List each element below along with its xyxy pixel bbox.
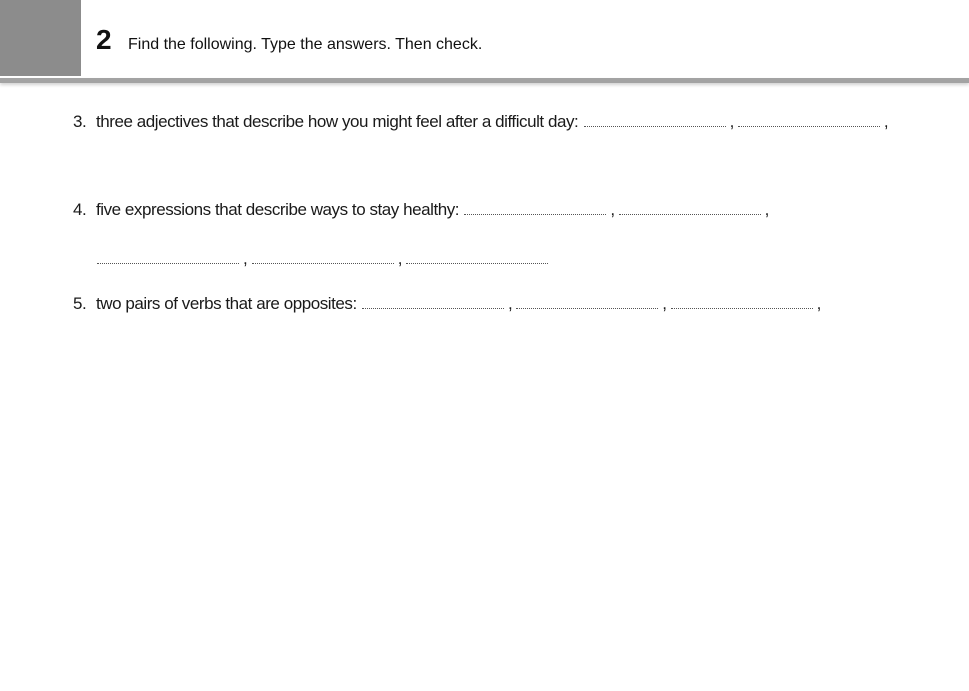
answer-blank-5-3[interactable] [671,294,813,309]
header-divider [0,78,969,83]
question-prompt: five expressions that describe ways to stay healthy: [96,200,460,219]
separator: , [508,294,513,313]
header-gray-block [0,0,81,76]
answer-blank-4-3[interactable] [97,249,239,264]
exercise-instruction: Find the following. Type the answers. Then check. [128,36,483,53]
question-5 [73,293,824,315]
question-4-continued [96,248,549,270]
question-4 [73,199,772,221]
question-number: 4. [73,200,87,219]
answer-blank-4-2[interactable] [619,200,761,215]
separator: , [662,294,667,313]
separator: , [243,249,248,268]
exercise-number: 2 [96,24,112,55]
separator: , [610,200,615,219]
question-prompt: two pairs of verbs that are opposites: [96,294,357,313]
question-number: 3. [73,112,87,131]
answer-blank-3-1[interactable] [584,112,726,127]
separator: , [764,200,769,219]
answer-blank-4-1[interactable] [464,200,606,215]
question-3 [73,111,891,133]
separator: , [729,112,734,131]
answer-blank-4-5[interactable] [406,249,548,264]
answer-blank-4-4[interactable] [252,249,394,264]
answer-blank-3-2[interactable] [738,112,880,127]
answer-blank-5-2[interactable] [516,294,658,309]
question-number: 5. [73,294,87,313]
separator: , [883,112,889,131]
question-prompt: three adjectives that describe how you might feel after a difficult day: [96,112,579,131]
separator: , [816,294,821,313]
answer-blank-5-1[interactable] [362,294,504,309]
separator: , [397,249,403,268]
